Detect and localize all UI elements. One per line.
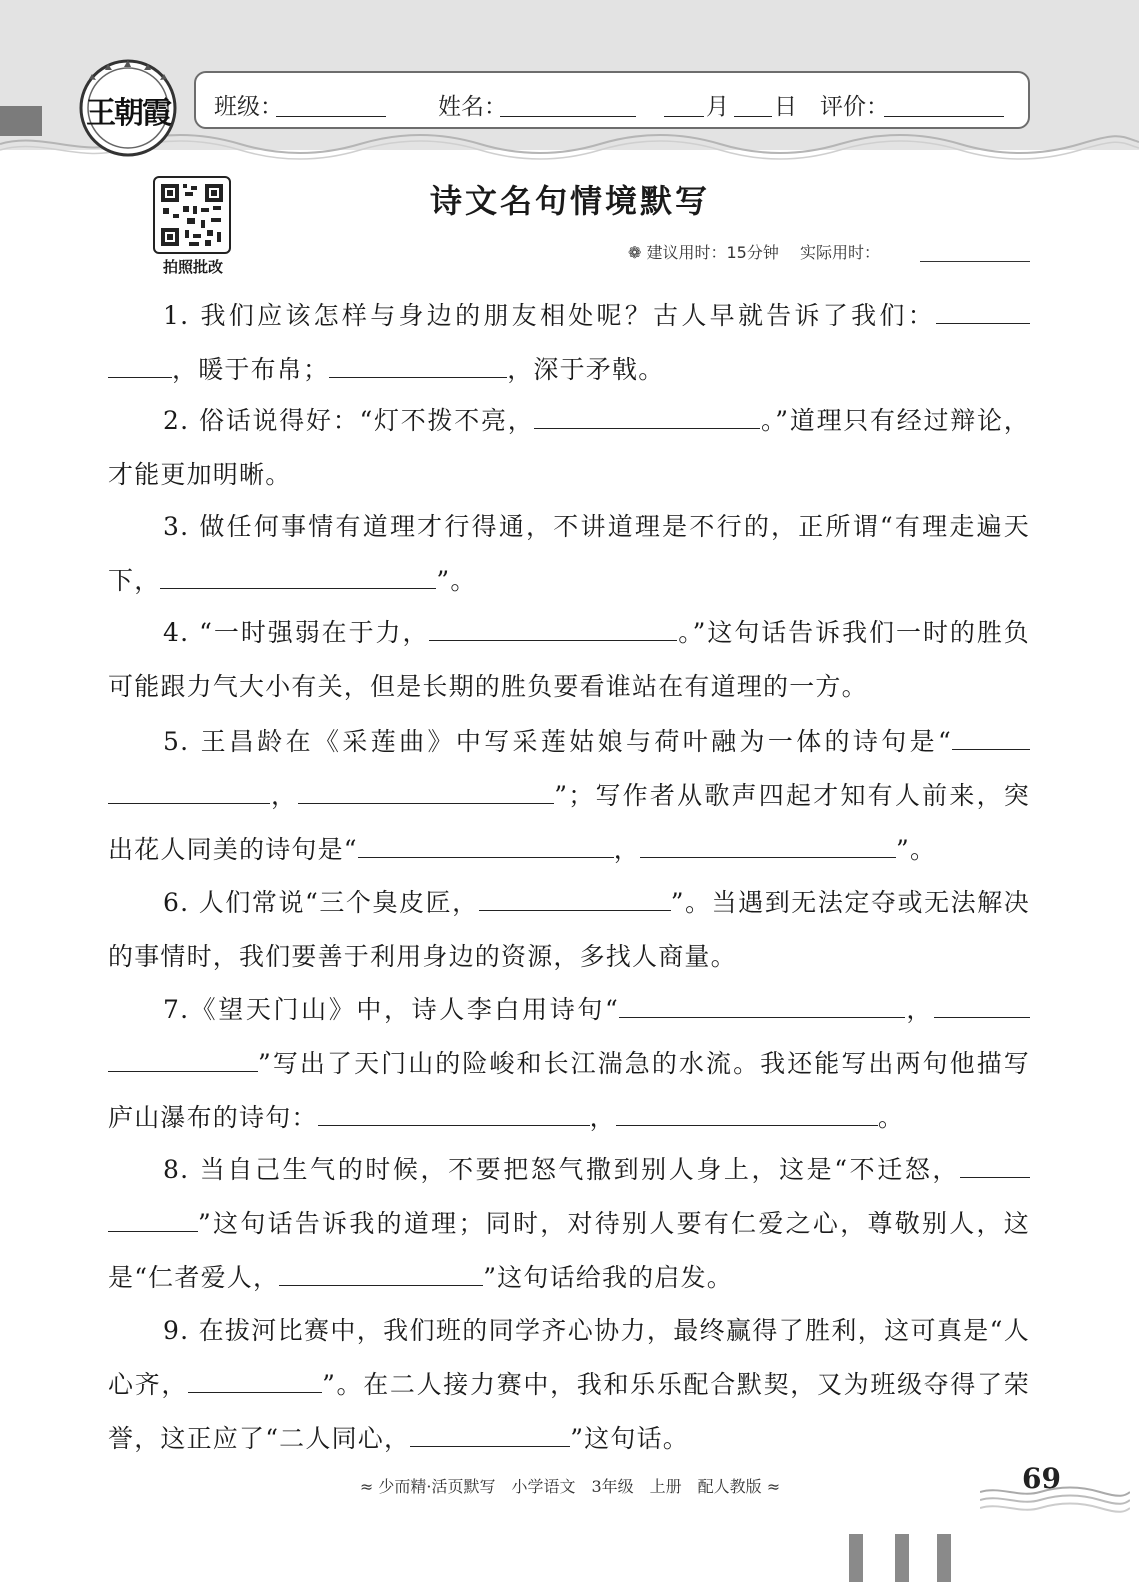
blank[interactable] xyxy=(108,777,270,804)
class-field[interactable] xyxy=(276,116,386,117)
eval-label: 评价： xyxy=(820,94,889,120)
question-9: 9. 在拔河比赛中，我们班的同学齐心协力，最终赢得了胜利，这可真是“人心齐， ”。在二人接力赛中，我和乐乐配合默契，又为班级夺得了荣誉，这正应了“二人同心， ”这句话。 xyxy=(108,1316,1030,1453)
question-7: 7.《望天门山》中，诗人李白用诗句“ ，”写出了天门山的险峻和长江湍急的水流。我还能写出两句他描写庐山瀑布的诗句： ， 。 xyxy=(108,983,1030,1145)
actual-time-label: 实际用时： xyxy=(799,243,880,262)
blank[interactable] xyxy=(960,1151,1030,1178)
blank[interactable] xyxy=(952,723,1030,750)
student-info-box xyxy=(194,71,1030,129)
blank[interactable] xyxy=(619,991,905,1018)
qr-code-icon[interactable] xyxy=(153,176,231,254)
question-6: 6. 人们常说“三个臭皮匠， ”。当遇到无法定夺或无法解决的事情时，我们要善于利用身边的资源，多找人商量。 xyxy=(108,876,1030,984)
blank[interactable] xyxy=(318,1099,590,1126)
suggested-time: 建议用时：15分钟 xyxy=(646,243,779,262)
question-5: 5. 王昌龄在《采莲曲》中写采莲姑娘与荷叶融为一体的诗句是“， ”；写作者从歌声四起才知有人前来，突出花人同美的诗句是“ ， ”。 xyxy=(108,715,1030,877)
month-field[interactable] xyxy=(664,116,704,117)
blank[interactable] xyxy=(934,991,1030,1018)
blank[interactable] xyxy=(410,1420,570,1447)
day-field[interactable] xyxy=(734,116,772,117)
blank[interactable] xyxy=(298,777,554,804)
brand-logo-text: 王朝霞 xyxy=(86,96,170,131)
actual-time-field[interactable] xyxy=(920,261,1030,262)
question-8: 8. 当自己生气的时候，不要把怒气撒到别人身上，这是“不迁怒，”这句话告诉我的道理；同时，对待别人要有仁爱之心，尊敬别人，这是“仁者爱人， ”这句话给我的启发。 xyxy=(108,1143,1030,1305)
blank[interactable] xyxy=(188,1366,322,1393)
month-label: 月 xyxy=(706,94,729,120)
name-label: 姓名： xyxy=(438,94,507,120)
blank[interactable] xyxy=(358,831,614,858)
time-info xyxy=(628,240,880,263)
side-tab xyxy=(0,106,42,136)
blank[interactable] xyxy=(108,1045,258,1072)
question-4: 4. “一时强弱在于力， 。”这句话告诉我们一时的胜负可能跟力气大小有关，但是长期的胜负要看谁站在有道理的一方。 xyxy=(108,606,1030,714)
day-label: 日 xyxy=(774,94,797,120)
clock-icon: ❁ xyxy=(628,243,642,262)
footer-wave xyxy=(980,1484,1130,1514)
blank[interactable] xyxy=(479,884,671,911)
blank[interactable] xyxy=(279,1259,483,1286)
question-1: 1. 我们应该怎样与身边的朋友相处呢？古人早就告诉了我们：，暖于布帛； ，深于矛戟。 xyxy=(108,289,1030,397)
name-field[interactable] xyxy=(500,116,636,117)
blank[interactable] xyxy=(160,562,436,589)
blank[interactable] xyxy=(108,1205,198,1232)
blank[interactable] xyxy=(108,351,172,378)
question-3: 3. 做任何事情有道理才行得通，不讲道理是不行的，正所谓“有理走遍天下， ”。 xyxy=(108,512,1030,595)
blank[interactable] xyxy=(329,351,507,378)
footer-series: ≈ 少而精·活页默写 小学语文 3年级 上册 配人教版 ≈ xyxy=(359,1477,781,1496)
blank[interactable] xyxy=(640,831,896,858)
class-label: 班级： xyxy=(214,94,283,120)
qr-caption: 拍照批改 xyxy=(162,258,223,276)
blank[interactable] xyxy=(936,297,1030,324)
page-number: 69 xyxy=(1022,1462,1061,1495)
blank[interactable] xyxy=(534,402,760,429)
blank[interactable] xyxy=(429,614,677,641)
blank[interactable] xyxy=(616,1099,878,1126)
question-2: 2. 俗话说得好：“灯不拨不亮， 。”道理只有经过辩论，才能更加明晰。 xyxy=(108,394,1030,502)
eval-field[interactable] xyxy=(884,116,1004,117)
page-title: 诗文名句情境默写 xyxy=(429,182,710,220)
